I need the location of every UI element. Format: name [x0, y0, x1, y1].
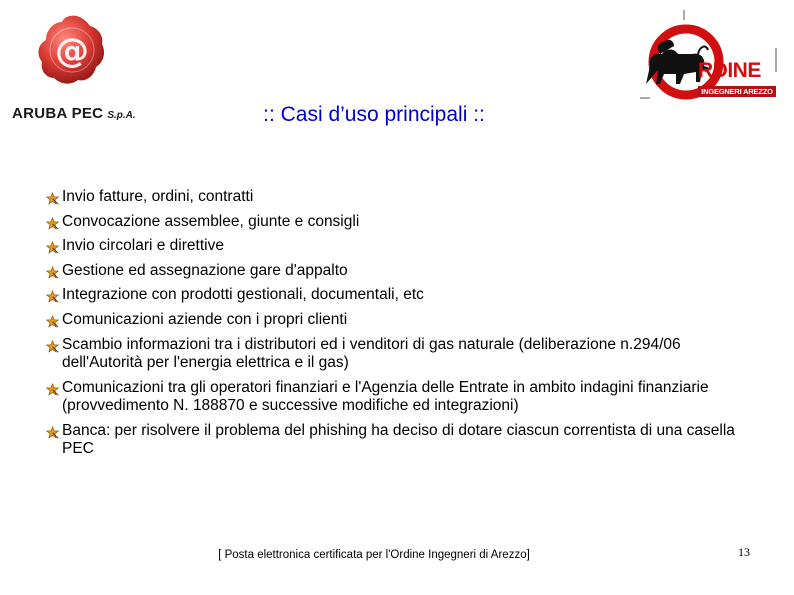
- list-item-text: Comunicazioni aziende con i propri clienti: [62, 310, 348, 328]
- list-item-text: Invio circolari e direttive: [62, 237, 224, 255]
- list-item: [46, 213, 746, 232]
- list-item: [46, 336, 746, 373]
- list-item: [46, 311, 746, 330]
- star-bullet-icon: [46, 426, 59, 439]
- list-item: [46, 286, 746, 305]
- list-item-text: Scambio informazioni tra i distributori ed i venditori di gas naturale (deliberazione n.294/06 dell'Autorità per l'energia elettrica e il gas): [62, 335, 681, 372]
- star-bullet-icon: [46, 217, 59, 230]
- list-item: [46, 379, 746, 416]
- footer-caption: [ Posta elettronica certificata per l'Ordine Ingegneri di Arezzo]: [218, 549, 530, 561]
- star-bullet-icon: [46, 340, 59, 353]
- list-item-text: Comunicazioni tra gli operatori finanziari e l'Agenzia delle Entrate in ambito indagini finanziarie (provvedimento N. 188870 e successive modifiche ed integrazioni): [62, 378, 709, 415]
- svg-text:@: @: [55, 31, 89, 71]
- at-sign-seal-icon: [8, 12, 158, 92]
- ordine-word: RDINE: [698, 59, 761, 82]
- list-item: [46, 262, 746, 281]
- star-bullet-icon: [46, 383, 59, 396]
- aruba-brand-name: ARUBA PEC: [12, 105, 104, 122]
- star-bullet-icon: [46, 315, 59, 328]
- star-bullet-icon: [46, 192, 59, 205]
- bullet-list: [46, 188, 746, 465]
- list-item-text: Integrazione con prodotti gestionali, documentali, etc: [62, 286, 424, 304]
- list-item-text: Convocazione assemblee, giunte e consigli: [62, 212, 360, 230]
- ordine-subtitle: INGEGNERI AREZZO: [698, 86, 776, 97]
- list-item-text: Banca: per risolvere il problema del phishing ha deciso di dotare ciascun correntista di una casella PEC: [62, 421, 735, 458]
- ordine-ingegneri-logo: [640, 10, 780, 102]
- list-item-text: Invio fatture, ordini, contratti: [62, 188, 254, 205]
- list-item-text: Gestione ed assegnazione gare d'appalto: [62, 261, 348, 279]
- list-item: [46, 188, 746, 207]
- aruba-brand-suffix: S.p.A.: [107, 110, 136, 121]
- slide-title: :: Casi d’uso principali ::: [263, 103, 485, 126]
- star-bullet-icon: [46, 290, 59, 303]
- star-bullet-icon: [46, 241, 59, 254]
- page-number: 13: [738, 545, 750, 559]
- list-item: [46, 422, 746, 459]
- star-bullet-icon: [46, 266, 59, 279]
- list-item: [46, 237, 746, 256]
